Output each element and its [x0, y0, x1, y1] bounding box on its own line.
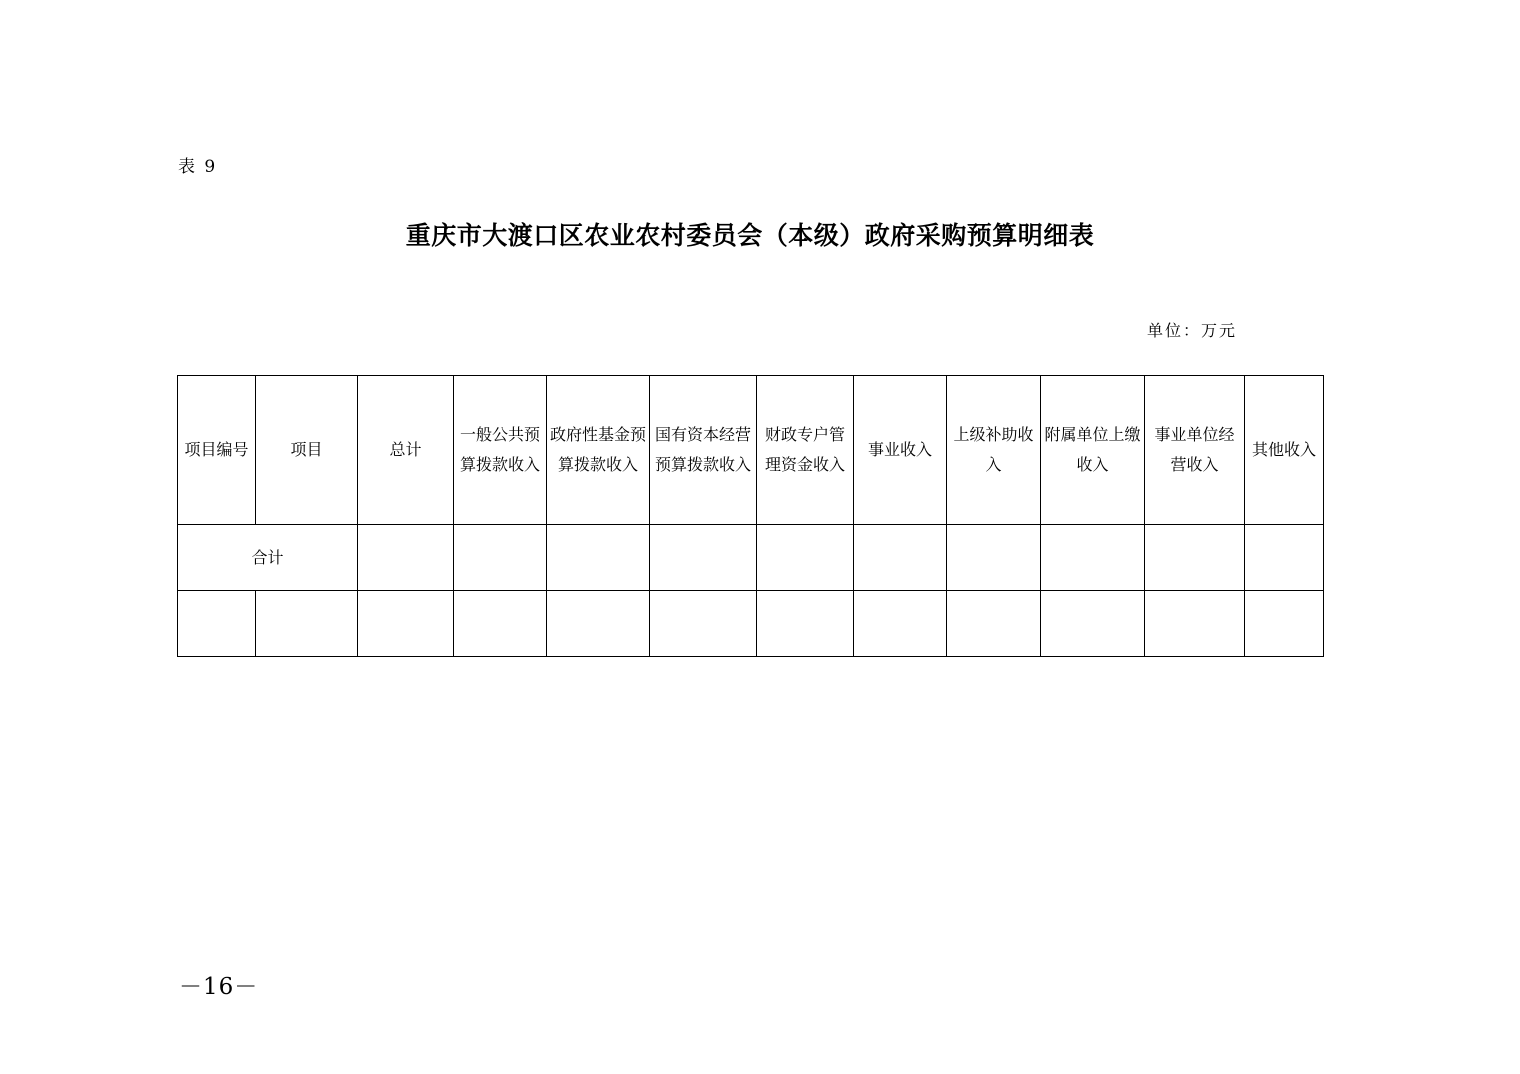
- header-general-public-budget: 一般公共预算拨款收入: [454, 376, 547, 525]
- procurement-budget-table: [177, 375, 1324, 657]
- header-state-capital-budget: 国有资本经营预算拨款收入: [650, 376, 757, 525]
- header-project: 项目: [256, 376, 358, 525]
- table-cell: [757, 591, 854, 657]
- unit-label: 单位：万元: [1147, 321, 1238, 340]
- table-cell: [947, 591, 1041, 657]
- total-cell: [547, 525, 650, 591]
- table-cell: [1041, 591, 1145, 657]
- table-cell: [1145, 591, 1245, 657]
- header-affiliate-remittance: 附属单位上缴收入: [1041, 376, 1145, 525]
- header-row: [178, 376, 1324, 525]
- header-government-fund-budget: 政府性基金预算拨款收入: [547, 376, 650, 525]
- table-cell: [454, 591, 547, 657]
- header-fiscal-account-funds: 财政专户管理资金收入: [757, 376, 854, 525]
- total-cell: [1245, 525, 1324, 591]
- total-cell: [757, 525, 854, 591]
- total-cell: [358, 525, 454, 591]
- header-operating-income: 事业单位经营收入: [1145, 376, 1245, 525]
- header-project-code: 项目编号: [178, 376, 256, 525]
- table-cell: [1245, 591, 1324, 657]
- table-cell: [256, 591, 358, 657]
- table-cell: [358, 591, 454, 657]
- header-total: 总计: [358, 376, 454, 525]
- table-cell: [547, 591, 650, 657]
- document-title: 重庆市大渡口区农业农村委员会（本级）政府采购预算明细表: [405, 221, 1095, 250]
- total-cell: [947, 525, 1041, 591]
- table-cell: [178, 591, 256, 657]
- header-other-income: 其他收入: [1245, 376, 1324, 525]
- page-number: －16－: [179, 974, 259, 1000]
- total-cell: [1041, 525, 1145, 591]
- table-cell: [854, 591, 947, 657]
- total-cell: [854, 525, 947, 591]
- total-row: [178, 525, 1324, 591]
- header-business-income: 事业收入: [854, 376, 947, 525]
- table-number-label: 表 9: [178, 157, 218, 177]
- table-cell: [650, 591, 757, 657]
- table-row: [178, 591, 1324, 657]
- total-cell: [650, 525, 757, 591]
- total-label-cell: 合计: [178, 525, 358, 591]
- total-cell: [454, 525, 547, 591]
- header-superior-subsidy: 上级补助收入: [947, 376, 1041, 525]
- total-cell: [1145, 525, 1245, 591]
